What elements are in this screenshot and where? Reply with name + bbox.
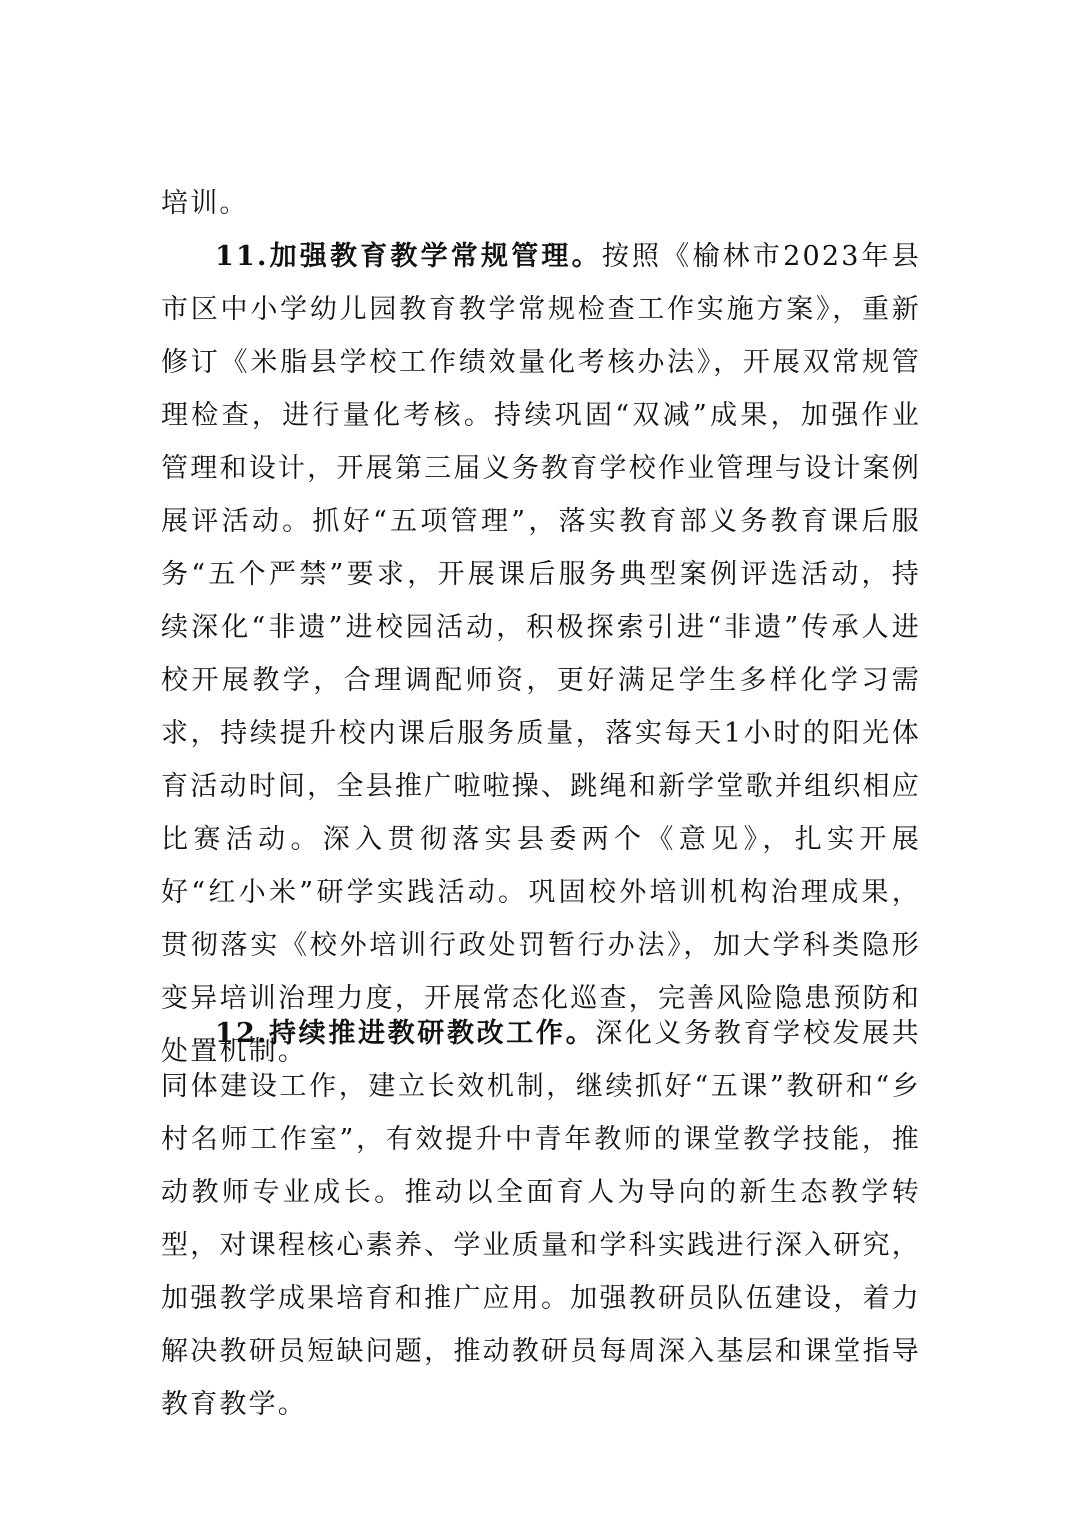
paragraph-12-heading: 12.持续推进教研教改工作。: [215, 1018, 596, 1049]
paragraph-12: [161, 1007, 921, 1431]
paragraph-12-body: 深化义务教育学校发展共同体建设工作，建立长效机制，继续抓好“五课”教研和“乡村名师工作室”，有效提升中青年教师的课堂教学技能，推动教师专业成长。推动以全面育人为导向的新生态教学转型，对课程核心素养、学业质量和学科实践进行深入研究，加强教学成果培育和推广应用。加强教研员队伍建设，着力解决教研员短缺问题，推动教研员每周深入基层和课堂指导教育教学。: [161, 1018, 922, 1420]
paragraph-11: [161, 230, 921, 1078]
continuation-text: 培训。: [161, 188, 249, 219]
paragraph-11-heading: 11.加强教育教学常规管理。: [215, 241, 602, 272]
paragraph-11-body: 按照《榆林市2023年县市区中小学幼儿园教育教学常规检查工作实施方案》，重新修订《米脂县学校工作绩效量化考核办法》，开展双常规管理检查，进行量化考核。持续巩固“双减”成果，加强作业管理和设计，开展第三届义务教育学校作业管理与设计案例展评活动。抓好“五项管理”，落实教育部义务教育课后服务“五个严禁”要求，开展课后服务典型案例评选活动，持续深化“非遗”进校园活动，积极探索引进“非遗”传承人进校开展教学，合理调配师资，更好满足学生多样化学习需求，持续提升校内课后服务质量，落实每天1小时的阳光体育活动时间，全县推广啦啦操、跳绳和新学堂歌并组织相应比赛活动。深入贯彻落实县委两个《意见》，扎实开展好“红小米”研学实践活动。巩固校外培训机构治理成果，贯彻落实《校外培训行政处罚暂行办法》，加大学科类隐形变异培训治理力度，开展常态化巡查，完善风险隐患预防和处置机制。: [161, 241, 921, 1067]
